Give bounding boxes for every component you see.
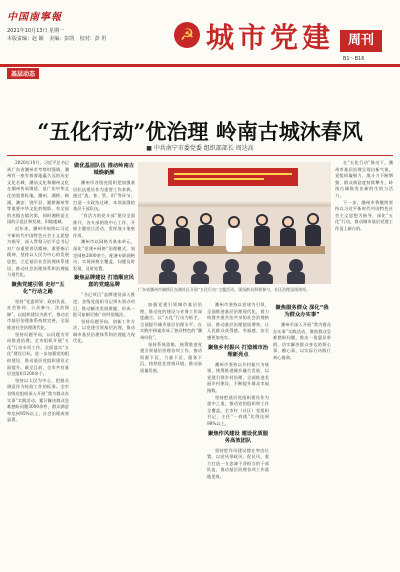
proofreader-credit: 校对：彭 坦 bbox=[79, 36, 107, 42]
paragraph: 下一步，潮州市将继续坚持以习近平新时代中国特色社会主义思想为指导，深化“五化”行动，推动城市基层党建工作再上新台阶。 bbox=[335, 199, 393, 231]
subheading: 聚焦作风建设 建设优质服务高效团队 bbox=[207, 430, 269, 444]
column-1 bbox=[7, 160, 69, 565]
paragraph: 在“五化行动”推动下，潮州市基层治理呈现出新气象，党组织凝聚力、战斗力不断增强，群众满意度持续攀升，岭南古城焕发出新的生机与活力。 bbox=[335, 160, 393, 198]
date-line: 2021年10月13日 星期一 bbox=[7, 28, 65, 34]
paragraph: 坚持把作风建设摆在突出位置，以党风带政风、促民风，着力打造一支忠诚干净担当的干部队伍，推动基层治理各项工作落地见效。 bbox=[207, 447, 269, 479]
subheading: 聚焦品牌建设 打造顺应民意的党建品牌 bbox=[73, 275, 135, 289]
paragraph: “有活力的党支部”建设全面推开，各支部围绕中心工作，开展主题党日活动，发挥战斗堡垒作用。 bbox=[73, 212, 135, 238]
section-tag: 基层动态 bbox=[7, 68, 39, 79]
subheading: 聚焦乡村振兴 打造城市治理新亮点 bbox=[207, 344, 269, 358]
subheading: 做优基层队伍 推动岭南古城焕新颜 bbox=[73, 163, 135, 176]
paragraph: 坚持系统思维，统筹推进党建引领基层治理各项工作，推动资源下沉、力量下沉、服务下沉，持续优化营商环境，推动高质量发展。 bbox=[140, 341, 202, 373]
photo-caption: 广东省潮州市湘桥区东湖社区开展“五化行动”主题活动，现场群众积极参与，社区治理氛围浓厚。 bbox=[138, 287, 311, 292]
title-divider bbox=[7, 155, 393, 156]
article-headline: “五化行动”优治理 岭南古城沐春风 bbox=[37, 119, 363, 144]
paragraph: 潮州市各级党组织把加强基层队伍建设作为重要工作来抓，通过“选、育、管、用”等环节，打造一支政治过硬、本领高强的基层干部队伍。 bbox=[73, 180, 135, 212]
editor-line bbox=[7, 35, 110, 42]
paragraph: 潮州市以网格为基本单元，深化“党建+网格”治理模式，划定网格2000余个，配备专职网格员，实现网格全覆盖，问题及时发现、及时处置。 bbox=[73, 239, 135, 271]
column-3-left bbox=[140, 302, 202, 565]
column-2 bbox=[73, 160, 135, 565]
subheading: 聚焦服务群众 深化“我为群众办实事” bbox=[275, 305, 329, 318]
column-4 bbox=[273, 302, 331, 565]
meeting-photo bbox=[138, 162, 331, 284]
paragraph: 坚持以人民为中心，把群众满意作为检验工作的标准。全市各级党组织深入开展“我为群众办实事”实践活动，累计解决群众急难愁盼问题3000余件，群众满意率达到95%以上，社会治理成效显著。 bbox=[7, 377, 69, 423]
supplement-title: 城市党建 bbox=[206, 21, 335, 54]
column-3 bbox=[207, 302, 269, 565]
article-byline: ■ 中共南宁市委党委 组织部部长 周达高 bbox=[146, 145, 254, 152]
paragraph: 潮州市坚持以乡村振兴为统领，统筹推进城乡融合发展，以党建引领乡村治理，全面推进美丽乡村建设，不断提升群众幸福指数。 bbox=[207, 361, 269, 393]
paragraph: 近年来，潮州市始终以习近平新时代中国特色社会主义思想为指导，深入贯彻习近平总书记对广东重要讲话精神、重要指示精神，坚持以人民为中心的发展思想，立足基层社会治理体系建设，推动社会治理体系和治理能力现代化。 bbox=[7, 225, 69, 278]
party-emblem-icon: ☭ bbox=[174, 22, 200, 48]
editor-credit: 本版责编：赵 颖 bbox=[7, 36, 44, 42]
masthead bbox=[0, 0, 400, 82]
page-range: B1～B16 bbox=[343, 56, 365, 62]
paragraph: 潮州市坚持以党建为引领，全面推进基层治理现代化，着力构建共建共治共享的社会治理格局，推动基层治理提质增效，让人民群众获得感、幸福感、安全感更加充实。 bbox=[207, 302, 269, 340]
paragraph: 坚持把基层党组织建设作为重中之重，推动党的组织和工作全覆盖，全市村（社区）党组织书记、主任“一肩挑”比例达到98%以上。 bbox=[207, 394, 269, 426]
paragraph: 坚持“党委领导、政府负责、社会协同、公众参与、法治保障”，以组织建设为抓手，推动全市基层治理体系持续完善，全面推进社会治理现代化。 bbox=[7, 298, 69, 331]
header-divider bbox=[0, 64, 400, 67]
weekly-badge: 周刊 bbox=[340, 30, 382, 52]
designer-credit: 美编：彭凯 bbox=[49, 36, 75, 42]
subheading: 聚焦党建引领 走好“五化”行动之路 bbox=[11, 281, 65, 295]
newspaper-brand: 中国南寧報 bbox=[7, 12, 62, 23]
paragraph: 坚持问题导向，创新工作方法，以党建引领基层治理，推动城市基层治理体系和治理能力现代化。 bbox=[73, 318, 135, 344]
paragraph: 潮州市深入开展“我为群众办实事”实践活动，聚焦群众急难愁盼问题，推出一批惠民举措，切实解决群众身边的烦心事、揪心事，以实际行动践行初心使命。 bbox=[273, 322, 331, 360]
meeting-photo-image bbox=[138, 162, 331, 284]
column-5 bbox=[335, 160, 393, 565]
paragraph: 坚持问题导向，以问题为导向推进治理。全市组织开展“五化”行动专项工作，全面落实“五化”建设目标，进一步加强党的组织建设，推动基层党组织建设全面提升。截至目前，全市共有基层党组织1200余个。 bbox=[7, 331, 69, 377]
paragraph: “书记项目”品牌建设深入推进，各级党组织书记带头领办项目，推动解决发展难题，形成一批可复制可推广的经验做法。 bbox=[73, 292, 135, 318]
paragraph: 2020年10月，习近平总书记到广东省潮州市考察时强调，潮州有一座有着着地蕴久远的历史文化名城，潮汕文化和潮州文化在潮州传承绵延，是广东中华文化的重要标地。潮州、湘桥、枫溪、潮安、饶平县、湘桥湘州等等重要中华文化的缩影。有全国的名镇古镇名街，同时湘桥是全国的示范区和发展，旧地地域。 bbox=[7, 160, 69, 225]
paragraph: 加强党建引领城市基层治理，推动党的建设与业务工作深度融合，以“五化”行动为抓手，全面提升城市基层治理水平，在实践中探索形成了独具特色的“潮州经验”。 bbox=[140, 302, 202, 340]
